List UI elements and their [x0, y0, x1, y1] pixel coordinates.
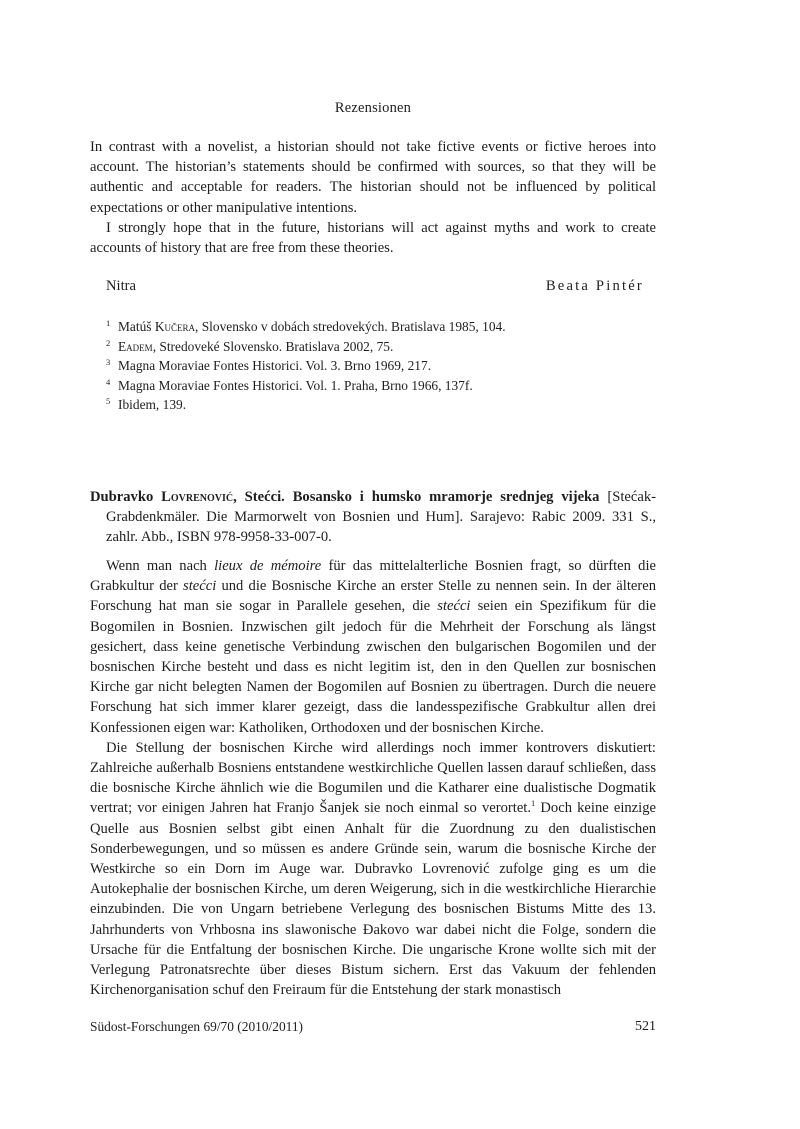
book-author-title — [90, 489, 599, 505]
italic-run: stećci — [437, 598, 471, 615]
review-place: Nitra — [106, 278, 136, 294]
footnote-text: , Stredoveké Slovensko. Bratislava 2002, 75. — [152, 338, 394, 354]
text-run: seien ein Spezifikum für die Bogomilen in Bosnien. Inzwischen gilt jedoch für die Mehrheit der Forschung als längst gesichert, dass keine genetische Verbindung zwischen den bulgarischen Bogomilen und der bosnischen Kirche besteht und dass es nicht legitim ist, den in den Quellen zur bosnischen Kirche gar nicht belegten Namen der Bogomilen auf Bosnien zu übertragen. Durch die neuere Forschung hat sich immer klarer gezeigt, dass die landesspezifische Grabkultur allen drei Konfessionen eigen war: Katholiken, Orthodoxen und der bosnischen Kirche. — [90, 598, 656, 736]
book-title: , Stećci. Bosansko i humsko mramorje srednjeg vijeka — [233, 489, 600, 505]
footnote-2: $^2$ Eadem, Stredoveké Slovensko. Bratislava 2002, 75. — [106, 337, 394, 354]
footnote-author-surname: Eadem — [118, 338, 153, 354]
page — [90, 0, 656, 1129]
paragraph-3 — [90, 556, 656, 738]
paragraph-2: I strongly hope that in the future, historians will act against myths and work to create accounts of history that are free from these theories. — [90, 219, 656, 257]
paragraph-1: In contrast with a novelist, a historian should not take fictive events or fictive heroes into account. The historian’s statements should be confirmed with sources, so that they will be authentic and acceptable for readers. The historian should not be influenced by political expectations or other manipulative intentions. — [90, 139, 656, 216]
text-run: für das mittelalterliche Bosnien fragt, so dürften die Grabkultur der — [90, 558, 656, 595]
footnote-text: Magna Moraviae Fontes Historici. Vol. 3. Brno 1969, 217. — [118, 358, 432, 374]
footnotes — [106, 317, 646, 415]
italic-run: stećci — [183, 578, 217, 595]
review-pinter-conclusion — [90, 137, 656, 258]
text-run: Wenn man nach — [106, 558, 215, 574]
book-author-surname: Lovrenović — [161, 489, 234, 505]
footnote-reference: 1 — [531, 798, 536, 809]
text-run: und die Bosnische Kirche an erster Stelle zu nennen sein. In der älteren Forschung hat man sie sogar in Parallele gesehen, die — [90, 578, 656, 615]
book-author-given: Dubravko — [90, 489, 154, 505]
journal-citation: Südost-Forschungen 69/70 (2010/2011) — [90, 1019, 304, 1034]
footnote-4: $^4$ Magna Moraviae Fontes Historici. Vol. 1. Praha, Brno 1966, 137f. — [106, 376, 473, 393]
footnote-author-surname: Kučera — [154, 319, 196, 334]
italic-run: lieux de mémoire — [214, 558, 322, 574]
footnote-5: $^5$ Ibidem, 139. — [106, 396, 187, 413]
page-number: 521 — [635, 1019, 656, 1034]
footnote-3: $^3$ Magna Moraviae Fontes Historici. Vol. 3. Brno 1969, 217. — [106, 357, 432, 374]
review-lovrenovic-body — [90, 556, 656, 1000]
reviewer-name: Beata Pintér — [545, 278, 644, 294]
footnote-text: Ibidem, 139. — [118, 397, 187, 413]
footnote-text: Magna Moraviae Fontes Historici. Vol. 1. Praha, Brno 1966, 137f. — [118, 377, 473, 393]
running-head: Rezensionen — [334, 100, 412, 116]
footnote-1: $^1$ Matúš Kučera, Slovensko v dobách stredovekých. Bratislava 1985, 104. — [106, 318, 506, 334]
review-bibliographic-heading — [90, 487, 656, 548]
text-run: Die Stellung der bosnischen Kirche wird allerdings noch immer kontrovers diskutiert: Zahlreiche außerhalb Bosniens entstandene westkirchliche Quellen lassen darauf schließen, dass die bosnische Kirche ähnlich wie die Bogumilen und die Katharer eine dualistische Dogmatik vertrat; vor einigen Jahren hat Franjo Šanjek sie noch einmal so verortet. — [90, 739, 656, 817]
text-run: Doch keine einzige Quelle aus Bosnien selbst gibt einen Anhalt für die Zuordnung zu den dualistischen Sonderbewegungen, und so müssen es andere Gründe sein, warum die bosnische Kirche der Westkirche so ein Dorn im Auge war. Dubravko Lovrenović zufolge ging es um die Autokephalie der bosnischen Kirche, um deren Weigerung, sich in die westkirchliche Hierarchie einzubinden. Die von Ungarn betriebene Verlegung des bosnischen Bistums Mitte des 13. Jahrhunderts von Vrhbosna ins slawonische Đakovo war dabei nicht die Folge, sondern die Ursache für die Entfaltung der bosnischen Kirche. Die ungarische Krone wollte sich mit der Verlegung Patronatsrechte über dieses Bistum sichern. Erst das Vakuum der fehlenden Kirchenorganisation schuf den Freiraum für die Entstehung der stark monastisch — [90, 800, 656, 999]
footnote-text: , Slovensko v dobách stredovekých. Bratislava 1985, 104. — [195, 319, 506, 334]
book-details: [Stećak-Grabdenkmäler. Die Marmorwelt von Bosnien und Hum]. Sarajevo: Rabic 2009. 331 S., zahlr. Abb., ISBN 978-9958-33-007-0. — [106, 489, 656, 546]
paragraph-4 — [90, 738, 656, 1001]
footnote-author-given: Matúš — [118, 319, 152, 334]
